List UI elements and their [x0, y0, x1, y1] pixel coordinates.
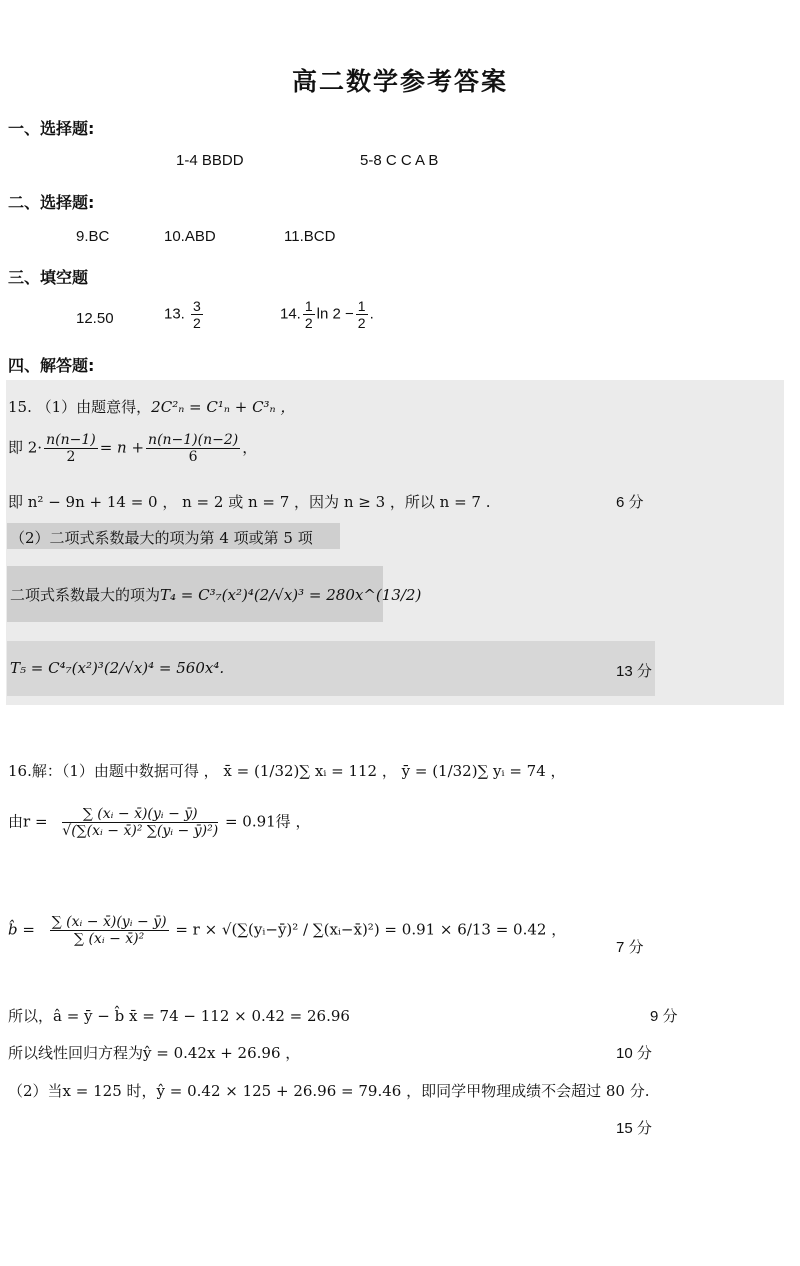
q16-score-10: 10 分 [616, 1045, 652, 1062]
fill-answer-13: 13. $\frac{3}{2}$ [164, 298, 201, 332]
q16-score-7: 7 分 [616, 939, 644, 956]
choice-answers-5-8: 5-8 C C A B [360, 152, 439, 169]
q16-line-3: b̂ = $\frac{\text{∑ (xᵢ − x̄)(yᵢ − ȳ)}}{\text{∑ (xᵢ − x̄)²}}$ = r × √(∑(yᵢ−ȳ)² / ∑(xᵢ−x̄)²) = 0.91 × 6/13 = 0.42 ， [8, 914, 567, 948]
multi-answer-10: 10.ABD [164, 228, 216, 245]
section-heading-4: 四、解答题: [8, 356, 95, 375]
q15-line-6: T₅ = C⁴₇(x²)³(2/√x)⁴ = 560x⁴. [10, 659, 225, 677]
q15-line-3: 即 n² − 9n + 14 = 0 ， n = 2 或 n = 7 ，因为 n ≥ 3 ，所以 n = 7 . [8, 493, 491, 511]
q15-line-2: 即 2· $\frac{n(n-1)}{2}$ = n + $\frac{n(n-1)(n-2)}{6}$ ， [8, 432, 258, 466]
section-heading-2: 二、选择题: [8, 193, 95, 212]
q16-line-4: 所以，â = ȳ − b̂ x̄ = 74 − 112 × 0.42 = 26.96 [8, 1007, 350, 1025]
page-title: 高二数学参考答案 [291, 67, 508, 96]
q16-score-15: 15 分 [616, 1120, 652, 1137]
fill-answer-12: 12.50 [76, 310, 114, 327]
q15-score-13: 13 分 [616, 663, 652, 680]
q16-line-1: 16.解：（1）由题中数据可得 ， x̄ = (1/32)∑ xᵢ = 112 ， ȳ = (1/32)∑ yᵢ = 74 ， [8, 762, 566, 780]
q15-line-5: 二项式系数最大的项为T₄ = C³₇(x²)⁴(2/√x)³ = 280x^(13/2) [10, 586, 422, 604]
q16-score-9: 9 分 [650, 1008, 678, 1025]
multi-answer-11: 11.BCD [284, 228, 336, 245]
section-heading-3: 三、填空题 [8, 268, 89, 287]
q15-line-1: 15. （1）由题意得，2C²ₙ = C¹ₙ + C³ₙ ， [8, 398, 296, 416]
choice-answers-1-4: 1-4 BBDD [176, 152, 244, 169]
q15-line-4: （2）二项式系数最大的项为第 4 项或第 5 项 [10, 529, 313, 547]
q15-score-6: 6 分 [616, 494, 644, 511]
q16-line-6: （2）当x = 125 时，ŷ = 0.42 × 125 + 26.96 = 79.46 ，即同学甲物理成绩不会超过 80 分. [8, 1082, 650, 1100]
fill-answer-14: 14. $\frac{1}{2}$ ln 2 − $\frac{1}{2}$ . [280, 298, 374, 332]
q16-line-5: 所以线性回归方程为ŷ = 0.42x + 26.96 ， [8, 1044, 301, 1062]
q16-line-2: 由r = $\frac{\text{∑ (xᵢ − x̄)(yᵢ − ȳ)}}{\text{√(∑(xᵢ − x̄)² ∑(yᵢ − ȳ)²)}}$ = 0.91得 ， [8, 806, 311, 840]
multi-answer-9: 9.BC [76, 228, 110, 245]
section-heading-1: 一、选择题: [8, 119, 95, 138]
